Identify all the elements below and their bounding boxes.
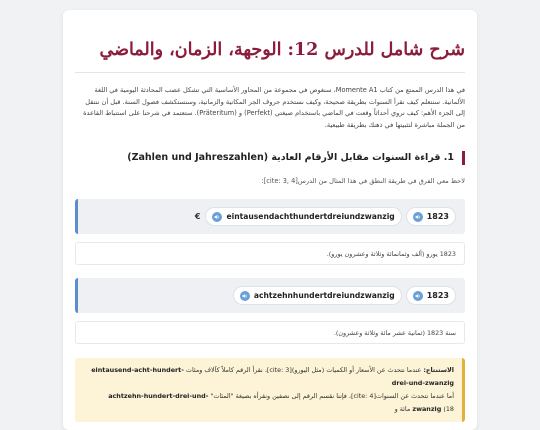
speaker-icon[interactable] xyxy=(212,212,222,222)
title-divider xyxy=(75,72,465,73)
number-word: eintausendachthundertdreiundzwanzig xyxy=(226,212,395,221)
lesson-card xyxy=(63,10,477,430)
speaker-icon[interactable] xyxy=(413,291,423,301)
number-value: 1823 xyxy=(426,291,449,300)
translation-box: 1823 يورو (ألف وثمانمائة وثلاثة وعشرون يورو). xyxy=(75,242,465,265)
number-value: 1823 xyxy=(426,212,449,221)
example-box-price xyxy=(75,199,465,234)
translation-box: سنة 1823 (ثمانية عشر مائة وثلاثة وعشرون). xyxy=(75,321,465,344)
conclusion-line-1 xyxy=(83,364,454,390)
conclusion-word-2: achtzehn-hundert-drei-und-zwanzig xyxy=(108,392,442,413)
euro-sign: € xyxy=(194,212,201,221)
intro-paragraph: في هذا الدرس الممتع من كتاب Momente A1، سنغوص في مجموعة من المحاور الأساسية التي تشكل عصب المحادثة اليومية في اللغة الألمانية. سنتعلم كيف نقرأ السنوات بطريقة صحيحة، وكيف نستخدم حروف الجر المكانية والزمانية، وسنستكشف فصول السنة. قبل أن ننتقل إلى الجزء الأهم: كيف نروي أحداثاً وقعت في الماضي باستخدام صيغتي (Perfekt) و (Präteritum). ستعتمد في شرحنا على استنباط القاعدة من الجملة مباشرة لتثبيتها في ذهنك بطريقة طبيعية. xyxy=(83,86,465,129)
number-pill xyxy=(407,287,455,304)
conclusion-label: الاستنتاج: xyxy=(423,366,454,374)
page-title: شرح شامل للدرس 12: الوجهة، الزمان، والماضي xyxy=(99,40,465,60)
speaker-icon[interactable] xyxy=(240,291,250,301)
word-pill xyxy=(206,208,400,225)
section-note: لاحظ معي الفرق في طريقة النطق في هذا المثال من الدرس[cite: 3, 4]: xyxy=(261,177,465,185)
conclusion-box xyxy=(75,358,465,422)
conclusion-line-2 xyxy=(83,390,454,416)
conclusion-text-1: عندما نتحدث عن الأسعار أو الكميات (مثل اليورو)[cite: 3]، نقرأ الرقم كاملاً كآلاف ومئات xyxy=(183,366,424,374)
conclusion-tail-2: (18 مائة و xyxy=(394,405,454,413)
speaker-icon[interactable] xyxy=(413,212,423,222)
conclusion-word-1: eintausend-acht-hundert-drei-und-zwanzig xyxy=(91,366,454,387)
number-word: achtzehnhundertdreiundzwanzig xyxy=(253,291,395,300)
word-pill xyxy=(234,287,401,304)
section-heading-years: 1. قراءة السنوات مقابل الأرقام العادية (Zahlen und Jahreszahlen) xyxy=(75,151,465,165)
number-pill xyxy=(407,208,455,225)
conclusion-text-2: أما عندما نتحدث عن السنوات[cite: 4]، فإننا نقسم الرقم إلى نصفين ونقرأه بصيغة "المئات" xyxy=(208,392,454,400)
example-box-year xyxy=(75,278,465,313)
